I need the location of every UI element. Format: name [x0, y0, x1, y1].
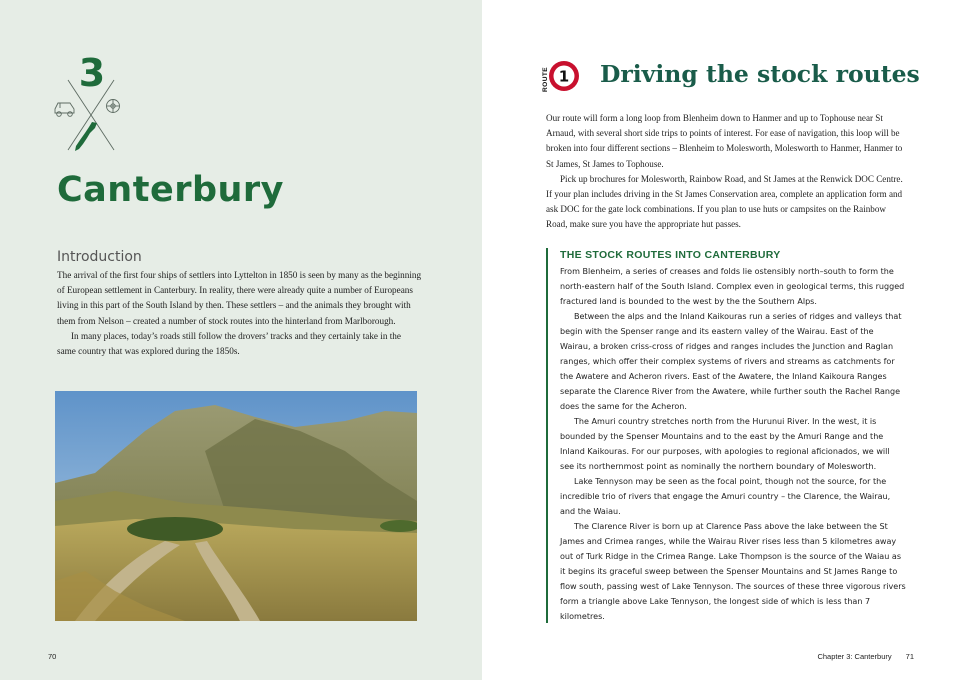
- page-footer: [803, 652, 914, 661]
- intro-body: [57, 268, 422, 359]
- footer-chapter: Chapter 3: Canterbury: [817, 652, 892, 661]
- intro-paragraph: In many places, today’s roads still follow the drovers’ tracks and they certainly take in the same country that was explored during the 1850s.: [57, 330, 401, 357]
- chapter-emblem: [50, 78, 130, 153]
- page-number: 71: [905, 652, 914, 661]
- landscape-photo: [55, 391, 417, 621]
- section-rule: [546, 248, 548, 623]
- section-paragraph: From Blenheim, a series of creases and folds lie ostensibly north–south to form the north-eastern half of the South Island. Complex even in geological terms, this rugged fractured land is bounded to the west by the the Southern Alps.: [560, 267, 905, 306]
- route-badge: [536, 54, 582, 100]
- chapter-title: Canterbury: [57, 170, 284, 210]
- page-number: 70: [48, 652, 57, 661]
- car-icon: [55, 103, 74, 116]
- route-intro-paragraph: Our route will form a long loop from Blenheim down to Hanmer and up to Tophouse near St Arnaud, with several short side trips to points of interest. For ease of navigation, this loop will be broken into four different sections – Blenheim to Molesworth, Molesworth to Hanmer, Hanmer to St James, St James to Tophouse.: [546, 113, 903, 169]
- route-label: ROUTE: [542, 66, 549, 92]
- intro-paragraph: The arrival of the first four ships of settlers into Lyttelton in 1850 is seen by many as the beginning of European settlement in Canterbury. In reality, there were already quite a number of Europeans living in this part of the South Island by then. These settlers – and the animals they brought with them from Nelson – created a number of stock routes into the hinterland from Marlborough.: [57, 270, 422, 326]
- section-heading: THE STOCK ROUTES INTO CANTERBURY: [560, 249, 781, 261]
- route-intro-paragraph: Pick up brochures for Molesworth, Rainbow Road, and St James at the Renwick DOC Centre. If your plan includes driving in the St James Conservation area, complete an application form and ask DOC for the gate lock combinations. If you plan to use huts or campsites on the Rainbow Road, make sure you have the appropriate hut passes.: [546, 173, 903, 230]
- chapter-number: 3: [78, 51, 106, 95]
- section-paragraph: Lake Tennyson may be seen as the focal point, though not the source, for the incredible trio of rivers that engage the Amuri country – the Clarence, the Wairau, and the Waiau.: [560, 477, 891, 516]
- section-paragraph: The Amuri country stretches north from the Hurunui River. In the west, it is bounded by the Spenser Mountains and to the east by the Amuri Range and the Inland Kaikouras. For our purposes, with apologies to regional aficionados, we will see its northernmost point as nominally the northern boundary of Molesworth.: [560, 417, 890, 471]
- intro-heading: Introduction: [57, 249, 142, 265]
- route-number: 1: [558, 67, 570, 86]
- south-island-icon: [75, 122, 97, 151]
- right-page: [482, 0, 964, 680]
- route-intro: [546, 111, 906, 233]
- section-paragraph: Between the alps and the Inland Kaikouras run a series of ridges and valleys that begin with the Spenser range and its eastern valley of the Wairau. East of the Wairau, a broken criss-cross of ridges and ranges includes the Junction and Raglan ranges, which offer their complex systems of rivers and streams as catchments for the Awatere and Acheron rivers. East of the Awatere, the Inland Kaikoura Ranges separate the Clarence River from the Awatere, while further south the Rachel Range does the same for the Acheron.: [560, 312, 902, 411]
- route-title: Driving the stock routes: [600, 60, 920, 88]
- section-body: [560, 264, 906, 624]
- section-paragraph: The Clarence River is born up at Clarence Pass above the lake between the St James and Crimea ranges, while the Wairau River rises less than 5 kilometres away out of Turk Ridge in the Crimea Range. Lake Thompson is the source of the Waiau as it begins its graceful sweep between the Spenser Mountains and St James Range to flow south, passing west of Lake Tennyson. The sources of these three vigorous rivers form a triangle above Lake Tennyson, the longest side of which is less than 7 kilometres.: [560, 522, 906, 621]
- wheel-icon: [107, 100, 120, 113]
